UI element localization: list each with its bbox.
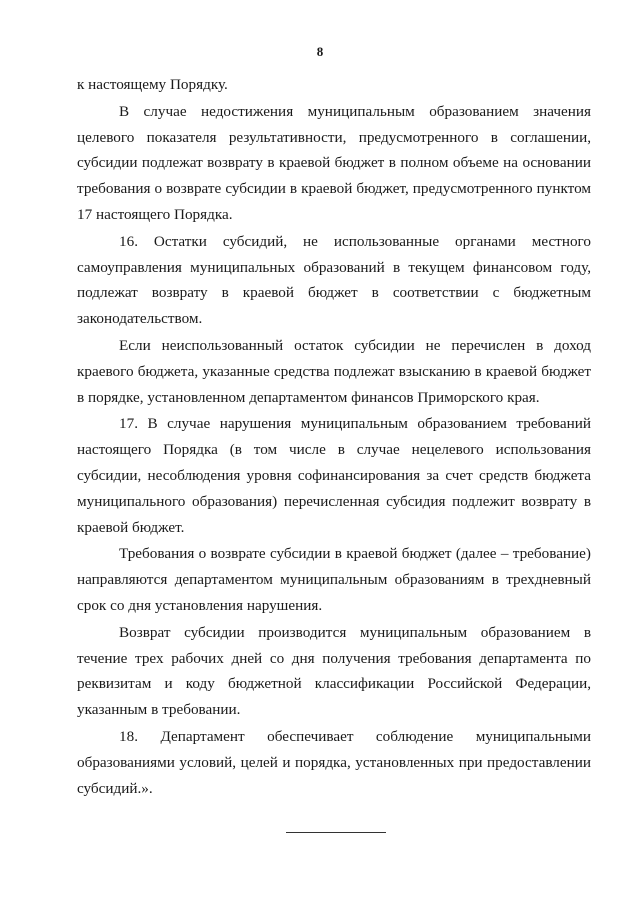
paragraph-target-indicator: В случае недостижения муниципальным образованием значения целевого показателя результативности, предусмотренного в соглашении, субсидии подлежат возврату в краевой бюджет в полном объеме на основании требования о возврате субсидии в краевой бюджет, предусмотренного пунктом 17 настоящего Порядка. [77,102,591,223]
paragraph-item-16: 16. Остатки субсидий, не использованные органами местного самоуправления муниципальных образований в текущем финансовом году, подлежат возврату в краевой бюджет в соответствии с бюджетным законодательством. [77,232,591,328]
paragraph-refund-procedure: Возврат субсидии производится муниципальным образованием в течение трех рабочих дней со дня получения требования департамента по реквизитам и коду бюджетной классификации Российской Федерации, указанным в требовании. [77,623,591,719]
page-number: 8 [316,44,324,59]
paragraph-unused-balance: Если неиспользованный остаток субсидии не перечислен в доход краевого бюджета, указанные средства подлежат взысканию в краевой бюджет в порядке, установленном департаментом финансов Приморского края. [77,336,591,406]
end-divider-line [286,832,386,833]
document-body [77,72,591,802]
paragraph-refund-requirement: Требования о возврате субсидии в краевой бюджет (далее – требование) направляются департаментом муниципальным образованиям в трехдневный срок со дня установления нарушения. [77,545,591,614]
paragraph-continuation: к настоящему Порядку. [77,76,228,93]
paragraph-item-17: 17. В случае нарушения муниципальным образованием требований настоящего Порядка (в том числе в случае нецелевого использования субсидии, несоблюдения уровня софинансирования за счет средств бюджета муниципального образования) перечисленная субсидия подлежит возврату в краевой бюджет. [77,415,591,536]
paragraph-item-18: 18. Департамент обеспечивает соблюдение муниципальными образованиями условий, целей и порядка, установленных при предоставлении субсидий.». [77,727,591,797]
